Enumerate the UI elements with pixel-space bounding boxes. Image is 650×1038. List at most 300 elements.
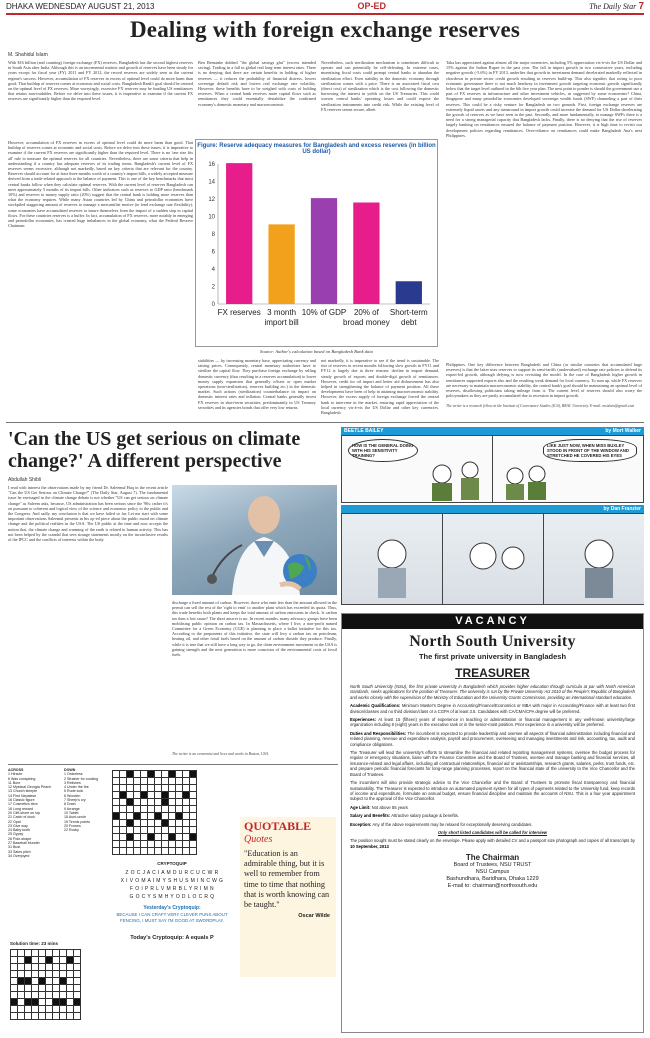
grid-cell[interactable]	[39, 964, 46, 971]
grid-cell[interactable]	[176, 834, 183, 841]
grid-cell[interactable]	[120, 834, 127, 841]
grid-cell[interactable]	[46, 992, 53, 999]
address-line-3: Bashundhara, Baridhara, Dhaka 1229	[446, 876, 539, 883]
grid-cell[interactable]	[39, 971, 46, 978]
grid-cell[interactable]	[190, 785, 197, 792]
grid-cell[interactable]	[120, 799, 127, 806]
grid-cell[interactable]	[134, 799, 141, 806]
grid-cell[interactable]	[39, 1013, 46, 1020]
grid-cell[interactable]	[169, 785, 176, 792]
chart-title: Figure: Reserve adequacy measures for Bangladesh and excess reserves (in billion US dollar)	[197, 143, 436, 155]
grid-cell[interactable]	[67, 964, 74, 971]
grid-cell[interactable]	[155, 841, 162, 848]
grid-cell	[53, 999, 60, 1006]
page-number: 7	[638, 0, 644, 12]
grid-cell[interactable]	[11, 957, 18, 964]
grid-cell[interactable]	[74, 957, 81, 964]
grid-cell[interactable]	[113, 792, 120, 799]
down-clue: 6 Wooden	[64, 793, 81, 798]
exception-text: Any of the above requirements may be relaxed for exceptionally deserving candidates.	[372, 821, 533, 827]
grid-cell[interactable]	[11, 1006, 18, 1013]
grid-cell[interactable]	[155, 771, 162, 778]
across-clue: 34 Overjoyed	[8, 853, 30, 858]
grid-cell[interactable]	[148, 785, 155, 792]
grid-cell[interactable]	[32, 985, 39, 992]
grid-cell[interactable]	[113, 841, 120, 848]
grid-cell[interactable]	[60, 964, 67, 971]
grid-cell[interactable]	[74, 971, 81, 978]
grid-cell[interactable]	[134, 778, 141, 785]
across-clue: 18 Long reward	[8, 806, 33, 811]
grid-cell[interactable]	[162, 806, 169, 813]
contact-email[interactable]: E-mail to: chairman@northsouth.edu	[447, 883, 538, 890]
grid-cell[interactable]	[60, 1006, 67, 1013]
article1-title: Dealing with foreign exchange reserves	[129, 17, 521, 42]
grid-cell[interactable]	[176, 771, 183, 778]
grid-cell[interactable]	[183, 848, 190, 855]
grid-cell[interactable]	[60, 971, 67, 978]
grid-cell[interactable]	[169, 820, 176, 827]
grid-cell[interactable]	[127, 813, 134, 820]
vacancy-header: VACANCY	[342, 614, 643, 629]
address-line-1: Board of Trustees, NSU TRUST	[453, 862, 532, 869]
grid-cell[interactable]	[53, 957, 60, 964]
grid-cell[interactable]	[32, 1006, 39, 1013]
university-tagline: The first private university in Bangladesh	[418, 652, 567, 661]
grid-cell[interactable]	[155, 827, 162, 834]
grid-cell[interactable]	[134, 820, 141, 827]
grid-cell	[25, 978, 32, 985]
grid-cell[interactable]	[32, 978, 39, 985]
grid-cell[interactable]	[39, 992, 46, 999]
across-clue: 24 Baby tooth	[8, 828, 31, 833]
apply-text: The position sought must be stated clearly on the envelope. Please apply with detailed CV and a passport size photograph and copies of all transcripts by	[350, 838, 635, 844]
grid-cell[interactable]	[11, 992, 18, 999]
crossword-grid[interactable]	[112, 770, 197, 855]
grid-cell[interactable]	[11, 1013, 18, 1020]
bar	[226, 163, 252, 304]
grid-cell[interactable]	[176, 820, 183, 827]
grid-cell[interactable]	[46, 971, 53, 978]
grid-cell[interactable]	[141, 806, 148, 813]
grid-cell[interactable]	[155, 848, 162, 855]
grid-cell[interactable]	[183, 778, 190, 785]
grid-cell[interactable]	[25, 1006, 32, 1013]
grid-cell[interactable]	[176, 841, 183, 848]
grid-cell[interactable]	[162, 827, 169, 834]
grid-cell[interactable]	[134, 848, 141, 855]
comic-art-5	[544, 514, 644, 604]
grid-cell	[169, 771, 176, 778]
grid-cell[interactable]	[148, 813, 155, 820]
y-tick-label: 2	[211, 284, 215, 291]
grid-cell[interactable]	[141, 820, 148, 827]
grid-cell[interactable]	[74, 978, 81, 985]
grid-cell[interactable]	[60, 992, 67, 999]
grid-cell[interactable]	[127, 806, 134, 813]
qualification-text: Minimum Master's Degree in Accounting/Finance/Economics or MBA with major in Accounting/Finance with at least two first division/classes and no third division/class or a CGPA of at least 3.5. Candidates with CA/CMA/CPA degree will be preferred.	[350, 703, 635, 714]
grid-cell[interactable]	[162, 778, 169, 785]
grid-cell[interactable]	[39, 1006, 46, 1013]
grid-cell[interactable]	[11, 971, 18, 978]
duties-text: The incumbent is expected to provide leadership and oversee all aspects of financial administration including financial and related planning, revenue and expenditure analysis, payroll and procurement, overseeing and managing investments and risk, accounting, tax, audit and compliance obligations.	[350, 730, 635, 747]
grid-cell[interactable]	[46, 978, 53, 985]
deadline: 10 September, 2013	[350, 843, 389, 849]
grid-cell[interactable]	[67, 999, 74, 1006]
grid-cell[interactable]	[74, 950, 81, 957]
grid-cell[interactable]	[141, 778, 148, 785]
grid-cell[interactable]	[155, 806, 162, 813]
grid-cell[interactable]	[113, 820, 120, 827]
second-strip-header	[341, 505, 644, 513]
down-clue: 8 Drain	[64, 802, 76, 807]
grid-cell[interactable]	[155, 799, 162, 806]
across-clue: 11 Bore	[8, 780, 21, 785]
grid-cell[interactable]	[120, 827, 127, 834]
contact-address	[342, 862, 643, 890]
grid-cell[interactable]	[11, 978, 18, 985]
grid-cell[interactable]	[155, 834, 162, 841]
article2-byline: Abdullah Shibli	[8, 477, 42, 483]
grid-cell	[46, 957, 53, 964]
down-title: DOWN	[64, 768, 76, 772]
grid-cell[interactable]	[25, 950, 32, 957]
grid-cell[interactable]	[120, 820, 127, 827]
grid-cell[interactable]	[190, 778, 197, 785]
grid-cell[interactable]	[25, 992, 32, 999]
down-clue: 20 Frowns	[64, 823, 81, 828]
grid-cell[interactable]	[148, 806, 155, 813]
grid-cell	[74, 999, 81, 1006]
grid-cell[interactable]	[25, 964, 32, 971]
cryptoquip-line-1: Z O C J A C I A M D U R C U C W R	[125, 870, 219, 876]
grid-cell[interactable]	[162, 771, 169, 778]
grid-cell[interactable]	[162, 813, 169, 820]
grid-cell[interactable]	[190, 799, 197, 806]
grid-cell[interactable]	[60, 950, 67, 957]
grid-cell[interactable]	[176, 778, 183, 785]
down-clue: 1 Orderless	[64, 772, 83, 777]
comic-panel-4	[443, 514, 544, 604]
grid-cell[interactable]	[155, 820, 162, 827]
down-clue: 19 Tennis points	[64, 819, 90, 824]
speech-bubble: HOW IS THE GENERAL DOING WITH HIS SENSITIVITY TRAINING?	[348, 439, 418, 462]
grid-cell[interactable]	[39, 999, 46, 1006]
grid-cell[interactable]	[18, 964, 25, 971]
grid-cell[interactable]	[141, 771, 148, 778]
grid-cell[interactable]	[134, 771, 141, 778]
grid-cell[interactable]	[53, 978, 60, 985]
grid-cell	[127, 834, 134, 841]
chairman-title: The Chairman	[465, 853, 520, 863]
grid-cell[interactable]	[60, 1013, 67, 1020]
grid-cell[interactable]	[120, 806, 127, 813]
grid-cell[interactable]	[134, 834, 141, 841]
grid-cell[interactable]	[127, 827, 134, 834]
grid-cell[interactable]	[183, 841, 190, 848]
bar	[353, 203, 379, 305]
grid-cell[interactable]	[183, 799, 190, 806]
grid-cell[interactable]	[134, 806, 141, 813]
grid-cell[interactable]	[32, 950, 39, 957]
grid-cell[interactable]	[190, 820, 197, 827]
grid-cell[interactable]	[53, 971, 60, 978]
grid-cell[interactable]	[176, 827, 183, 834]
grid-cell[interactable]	[32, 957, 39, 964]
comic-art-1	[342, 436, 492, 502]
grid-cell[interactable]	[11, 985, 18, 992]
grid-cell[interactable]	[113, 806, 120, 813]
grid-cell[interactable]	[169, 799, 176, 806]
grid-cell[interactable]	[25, 1013, 32, 1020]
grid-cell[interactable]	[169, 806, 176, 813]
grid-cell[interactable]	[120, 848, 127, 855]
grid-cell[interactable]	[127, 848, 134, 855]
comic-panel-3	[342, 514, 443, 604]
cryptoquip-line-4: G O C Y S M H Y O D L O C R Q	[129, 894, 215, 900]
x-tick-label: FX reserves	[217, 308, 261, 317]
grid-cell[interactable]	[18, 999, 25, 1006]
grid-cell[interactable]	[18, 971, 25, 978]
grid-cell[interactable]	[113, 834, 120, 841]
grid-cell[interactable]	[169, 813, 176, 820]
grid-cell[interactable]	[155, 785, 162, 792]
grid-cell[interactable]	[60, 957, 67, 964]
article1-col2: Ben Bernanke dubbed "the global savings glut" (excess intended saving). Trading in a fall in global real long-term interest rates. There is no denying that there are certain benefits in holding of higher reserves — it reduces the probability of financial distress, lowers sovereign default risk and lowers real exchange rate volatility. However, these benefits have to be weighed with costs of holding reserves. When a central bank receives more capital flows such as remittances they could essentially destabilize the confirmed economy's domestic monetary and macroeconomic	[198, 60, 316, 107]
grid-cell[interactable]	[169, 792, 176, 799]
y-tick-label: 6	[211, 249, 215, 256]
grid-cell[interactable]	[134, 785, 141, 792]
grid-cell[interactable]	[162, 834, 169, 841]
grid-cell[interactable]	[176, 785, 183, 792]
grid-cell[interactable]	[67, 971, 74, 978]
grid-cell[interactable]	[183, 806, 190, 813]
salary-label: Salary and Benefits:	[350, 813, 391, 819]
grid-cell[interactable]	[53, 985, 60, 992]
grid-cell	[127, 820, 134, 827]
grid-cell[interactable]	[18, 950, 25, 957]
grid-cell[interactable]	[53, 1006, 60, 1013]
grid-cell[interactable]	[25, 971, 32, 978]
grid-cell[interactable]	[46, 1013, 53, 1020]
grid-cell[interactable]	[183, 771, 190, 778]
grid-cell	[60, 978, 67, 985]
x-tick-label: debt	[401, 318, 417, 327]
y-tick-label: 14	[208, 179, 215, 186]
grid-cell[interactable]	[183, 785, 190, 792]
grid-cell[interactable]	[113, 799, 120, 806]
grid-cell[interactable]	[120, 813, 127, 820]
x-tick-label: broad money	[343, 318, 390, 327]
grid-cell[interactable]	[176, 799, 183, 806]
grid-cell[interactable]	[176, 848, 183, 855]
grid-cell[interactable]	[169, 827, 176, 834]
x-tick-label: import bill	[264, 318, 299, 327]
grid-cell[interactable]	[176, 792, 183, 799]
grid-cell[interactable]	[190, 792, 197, 799]
grid-cell[interactable]	[32, 971, 39, 978]
grid-cell[interactable]	[120, 785, 127, 792]
grid-cell	[183, 792, 190, 799]
grid-cell[interactable]	[67, 1006, 74, 1013]
grid-cell[interactable]	[162, 848, 169, 855]
vacancy-ad	[341, 613, 644, 1033]
grid-cell[interactable]	[148, 792, 155, 799]
article1-col1-cont: However, accumulation of FX reserves in excess of optimal level could do more harm than good. That buildup of reserves comes at economic and social costs. Before we delve into these issues, it is imperative to examine if the current FX reserves are significantly higher than the required level. There is no 'one size fits all' rule to measure the optimal reserves for all countries. Nevertheless, there are some criteria that help in understanding if a country has adequate reserves of its trading terms. Bangladesh's current level of FX reserves seems excessive, although not markedly, based on key criteria that are relevant for the country. Reserves should account for at least three months worth of a country's import bills, a widely accepted measure derived from a trade-related approach to the balance of payment. This is one of the key benchmarks that most central banks follow when they calculate optimal reserves. With the current level of reserves Bangladesh can meet approximately 5 months of its import bills. Other indicators such as reserves to GDP ratio (benchmark 10%) and reserves to money supply ratio (20%) suggest that the central bank is holding more reserves than what the economy requires. While many Asian countries led by China and petrodollar economies have stockpiled staggering amount of reserves to manage a mercantilist motive (to fend exchange rate flexibility), some economies have accumulated reserves to insure themselves from the impact of a sudden stop in capital flows. For these countries reserves is a buffer. In fact, accumulation of FX reserves, more notably in emerging and petrodollar economies, has created huge imbalances in the global economy, what the Federal Reserve Chairman	[8, 140, 193, 229]
doctor-with-globe-image	[172, 485, 337, 595]
grid-cell[interactable]	[67, 985, 74, 992]
grid-cell[interactable]	[39, 985, 46, 992]
today-cryptoquip-text: A equals P	[185, 935, 214, 941]
grid-cell[interactable]	[190, 813, 197, 820]
comic-art-3	[342, 514, 442, 604]
grid-cell[interactable]	[190, 848, 197, 855]
y-tick-label: 10	[208, 214, 215, 221]
beetle-bailey-title: BEETLE BAILEY	[344, 428, 384, 434]
grid-cell[interactable]	[18, 985, 25, 992]
grid-cell[interactable]	[32, 992, 39, 999]
grid-cell[interactable]	[46, 985, 53, 992]
grid-cell	[127, 799, 134, 806]
across-clue: 27 Baseball blunder	[8, 841, 40, 846]
grid-cell[interactable]	[46, 964, 53, 971]
across-clue: 14 First Nepalese	[8, 793, 37, 798]
grid-cell[interactable]	[120, 841, 127, 848]
grid-cell[interactable]	[134, 841, 141, 848]
grid-cell[interactable]	[183, 834, 190, 841]
grid-cell[interactable]	[134, 827, 141, 834]
grid-cell[interactable]	[169, 841, 176, 848]
grid-cell[interactable]	[53, 992, 60, 999]
grid-cell[interactable]	[148, 799, 155, 806]
grid-cell[interactable]	[46, 1006, 53, 1013]
grid-cell[interactable]	[127, 785, 134, 792]
grid-cell[interactable]	[74, 964, 81, 971]
grid-cell[interactable]	[74, 1006, 81, 1013]
x-tick-label: 20% of	[353, 308, 379, 317]
grid-cell	[32, 999, 39, 1006]
down-clue: 7 Sheep's cry	[64, 798, 86, 803]
grid-cell[interactable]	[18, 1006, 25, 1013]
grid-cell	[25, 957, 32, 964]
grid-cell[interactable]	[148, 848, 155, 855]
grid-cell[interactable]	[148, 820, 155, 827]
grid-cell[interactable]	[74, 1013, 81, 1020]
speech-bubble: LIKE JUST NOW, WHEN MISS BUXLEY STOOD IN FRONT OF THE WINDOW AND STRETCHED HE COVERED HIS EYES	[543, 439, 637, 462]
grid-cell[interactable]	[53, 964, 60, 971]
grid-cell[interactable]	[120, 778, 127, 785]
grid-cell[interactable]	[67, 992, 74, 999]
grid-cell[interactable]	[183, 827, 190, 834]
across-clue: 33 Sales pitch	[8, 849, 31, 854]
grid-cell[interactable]	[148, 778, 155, 785]
grid-cell[interactable]	[141, 785, 148, 792]
grid-cell[interactable]	[183, 813, 190, 820]
comic-panel-2	[493, 436, 643, 502]
grid-cell[interactable]	[67, 1013, 74, 1020]
grid-cell[interactable]	[113, 771, 120, 778]
second-comic-strip	[341, 513, 644, 605]
grid-cell[interactable]	[148, 827, 155, 834]
grid-cell[interactable]	[169, 778, 176, 785]
grid-cell[interactable]	[141, 841, 148, 848]
grid-cell[interactable]	[67, 978, 74, 985]
grid-cell[interactable]	[190, 806, 197, 813]
grid-cell[interactable]	[169, 848, 176, 855]
grid-cell[interactable]	[53, 1013, 60, 1020]
grid-cell[interactable]	[18, 1013, 25, 1020]
grid-cell[interactable]	[113, 785, 120, 792]
grid-cell[interactable]	[141, 813, 148, 820]
grid-cell[interactable]	[120, 771, 127, 778]
grid-cell	[67, 957, 74, 964]
article1-col3: Nevertheless, such sterilization mechanism is sometimes difficult to operate and can potentially be self-defeating. In extreme cases, monetizing fiscal costs could prompt central banks to abandon the sterilization effort. Even stability in the domestic economy through sterilization comes with a price. There is an associated fiscal cost (direct cost) of sterilization which is the cost following the domestic borrowing the interest in yields on the US Treasuries. This could worsen central banks' operating losses and could expose the sterilization instruments into credit risk. While the existing level of FX reserves seems secure, albeit	[321, 60, 439, 112]
grid-cell[interactable]	[11, 950, 18, 957]
grid-cell[interactable]	[113, 848, 120, 855]
grid-cell[interactable]	[53, 950, 60, 957]
experience-label: Experiences:	[350, 717, 377, 723]
grid-cell[interactable]	[74, 992, 81, 999]
grid-cell[interactable]	[113, 827, 120, 834]
cryptoquip-puzzle	[112, 869, 232, 901]
grid-cell	[25, 999, 32, 1006]
grid-cell[interactable]	[141, 848, 148, 855]
grid-cell[interactable]	[127, 841, 134, 848]
grid-cell[interactable]	[18, 992, 25, 999]
grid-cell[interactable]	[32, 964, 39, 971]
solution-grid	[10, 949, 81, 1020]
grid-cell[interactable]	[183, 820, 190, 827]
article1-byline: M. Shahidul Islam	[8, 52, 48, 58]
grid-cell[interactable]	[127, 792, 134, 799]
grid-cell[interactable]	[60, 985, 67, 992]
grid-cell[interactable]	[190, 827, 197, 834]
grid-cell[interactable]	[162, 841, 169, 848]
grid-cell[interactable]	[46, 950, 53, 957]
grid-cell[interactable]	[155, 792, 162, 799]
grid-cell[interactable]	[32, 1013, 39, 1020]
article2-col2: discharge a fixed amount of carbon. However, those who emit less than the amount allowed in the permit can sell the rest of the 'right to emit' to another plant which has exceeded its quota. Thus, this trade benefits both plants and keeps the total amount of carbon emissions in check. Is carbon tax then a lost cause? The short answer is no. In recent months, many advocacy groups have been mobilising public opinion on carbon tax. In Massachusetts, where I live, a non-profit named Committee for a Green Economy (CGE) is planning to place a ballot initiative for this tax. According to the proponents of this initiative, the state will levy a carbon tax on petroleum, heating oil, and other fossil fuels based on the amount of carbon dioxide they produce. Finally, while it is true that we still have a long way to go, the clean environment movement in the USA is gaining strength and the next generation is more conscious of the environmental costs of fossil fuels.	[172, 600, 337, 658]
grid-cell[interactable]	[176, 806, 183, 813]
grid-cell[interactable]	[74, 985, 81, 992]
comic-art-4	[443, 514, 543, 604]
grid-cell[interactable]	[148, 841, 155, 848]
grid-cell[interactable]	[134, 792, 141, 799]
grid-cell[interactable]	[18, 957, 25, 964]
grid-cell[interactable]	[127, 778, 134, 785]
grid-cell[interactable]	[39, 950, 46, 957]
x-tick-label: 3 month	[267, 308, 297, 317]
quote-subtitle: Quotes	[244, 834, 273, 845]
grid-cell[interactable]	[162, 785, 169, 792]
grid-cell[interactable]	[141, 827, 148, 834]
grid-cell[interactable]	[141, 834, 148, 841]
age-text: Not above 55 years	[371, 804, 408, 810]
grid-cell[interactable]	[141, 799, 148, 806]
grid-cell[interactable]	[190, 841, 197, 848]
grid-cell[interactable]	[39, 957, 46, 964]
grid-cell[interactable]	[25, 985, 32, 992]
duties-paragraph	[350, 731, 635, 747]
comic-art-2	[493, 436, 643, 502]
grid-cell[interactable]	[113, 778, 120, 785]
grid-cell[interactable]	[155, 778, 162, 785]
grid-cell[interactable]	[46, 999, 53, 1006]
down-list	[64, 772, 106, 832]
grid-cell[interactable]	[67, 950, 74, 957]
cryptoquip-title: CRYPTOQUIP	[157, 861, 187, 866]
grid-cell[interactable]	[11, 964, 18, 971]
